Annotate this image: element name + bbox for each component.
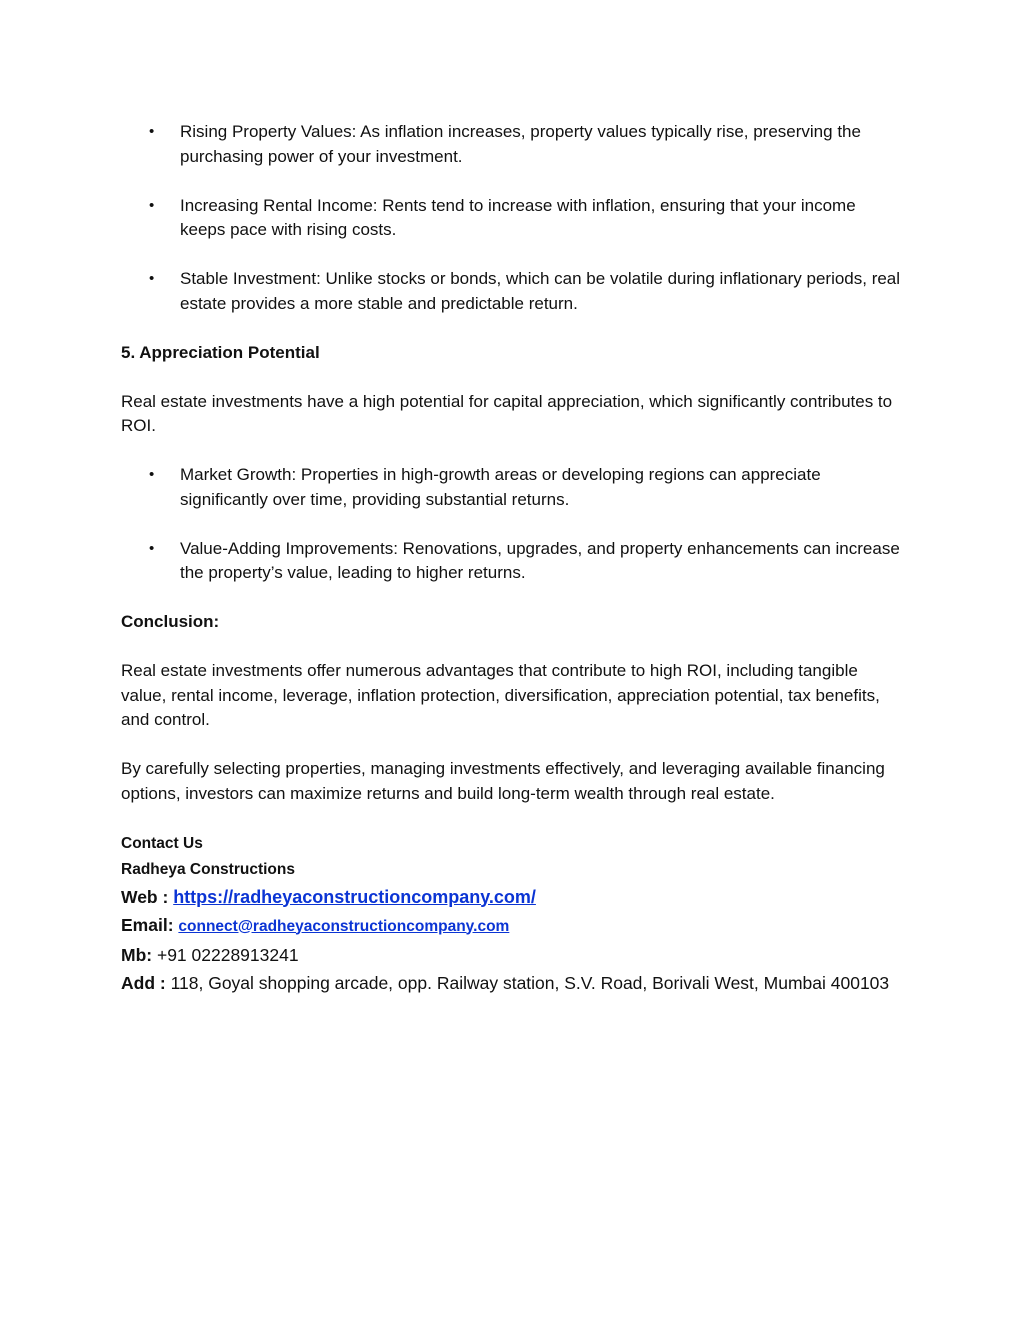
email-label: Email: — [121, 914, 179, 935]
list-item — [121, 120, 901, 169]
address-label: Add : — [121, 972, 171, 993]
list-item-text: Increasing Rental Income: Rents tend to increase with inflation, ensuring that your income keeps pace with rising costs. — [180, 195, 856, 239]
conclusion-heading: Conclusion: — [121, 612, 220, 631]
contact-email-line — [121, 911, 901, 941]
list-item — [121, 267, 901, 316]
list-item-text: Value-Adding Improvements: Renovations, upgrades, and property enhancements can increase the property’s value, leading to higher returns. — [180, 538, 900, 582]
list-item — [121, 194, 901, 243]
bullet-icon: • — [149, 539, 155, 557]
section-intro-paragraph: Real estate investments have a high potential for capital appreciation, which significantly contributes to ROI. — [121, 391, 893, 435]
mobile-label: Mb: — [121, 944, 153, 965]
contact-mobile-line — [121, 941, 901, 969]
list-item — [121, 537, 901, 586]
contact-title: Contact Us — [121, 834, 203, 852]
appreciation-bullet-list — [121, 463, 901, 586]
contact-block — [121, 831, 901, 883]
bullet-icon: • — [149, 123, 155, 140]
bullet-icon: • — [149, 270, 155, 287]
bullet-icon: • — [149, 196, 155, 214]
address-text: 118, Goyal shopping arcade, opp. Railway station, S.V. Road, Borivali West, Mumbai 400103 — [170, 972, 890, 993]
list-item-text: Market Growth: Properties in high-growth areas or developing regions can appreciate significantly over time, providing substantial returns. — [180, 465, 821, 509]
bullet-icon: • — [149, 466, 155, 483]
inflation-bullet-list — [121, 120, 901, 316]
list-item-text: Stable Investment: Unlike stocks or bonds, which can be volatile during inflationary periods, real estate provides a more stable and predictable return. — [180, 269, 901, 313]
contact-address-line — [121, 969, 901, 997]
document-content — [121, 120, 901, 997]
web-label: Web : — [121, 886, 174, 907]
conclusion-paragraph-2: By carefully selecting properties, managing investments effectively, and leveraging available financing options, investors can maximize returns and build long-term wealth through real estate. — [121, 759, 885, 803]
website-link[interactable]: https://radheyaconstructioncompany.com/ — [173, 886, 536, 907]
mobile-number: +91 02228913241 — [152, 944, 299, 965]
contact-web-line — [121, 883, 901, 911]
email-link[interactable]: connect@radheyaconstructioncompany.com — [178, 917, 510, 935]
section-heading: 5. Appreciation Potential — [121, 342, 320, 362]
conclusion-paragraph-1: Real estate investments offer numerous advantages that contribute to high ROI, including tangible value, rental income, leverage, inflation protection, diversification, appreciation potential, tax benefits, and control. — [121, 661, 880, 729]
list-item — [121, 463, 901, 512]
company-name: Radheya Constructions — [121, 860, 295, 878]
list-item-text: Rising Property Values: As inflation increases, property values typically rise, preserving the purchasing power of your investment. — [180, 122, 861, 166]
